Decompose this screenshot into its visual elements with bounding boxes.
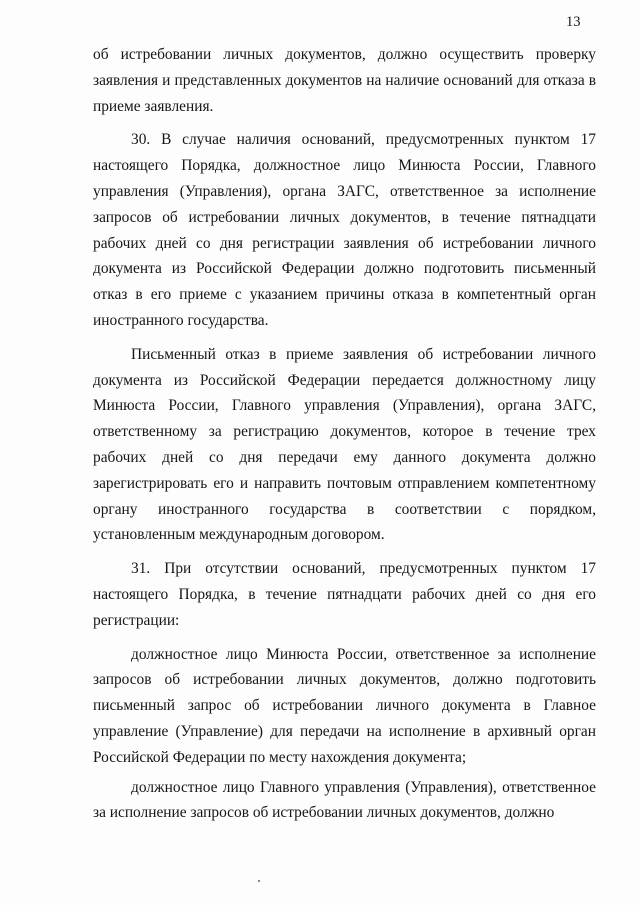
page-number: 13 xyxy=(566,14,581,30)
paragraph-continuation: об истребовании личных документов, должно осуществить проверку заявления и представленных документов на наличие оснований для отказа в приеме заявления. xyxy=(93,46,596,115)
paragraph-item-30: 30. В случае наличия оснований, предусмотренных пунктом 17 настоящего Порядка, должностное лицо Минюста России, Главного управления (Управления), органа ЗАГС, ответственное за исполнение запросов об истребовании личных документов, в течение пятнадцати рабочих дней со дня регистрации заявления об истребовании личного документа из Российской Федерации должно подготовить письменный отказ в его приеме с указанием причины отказа в компетентный орган иностранного государства. xyxy=(93,131,596,329)
scan-speck xyxy=(258,880,260,882)
paragraph-written-refusal: Письменный отказ в приеме заявления об истребовании личного документа из Российской Федерации передается должностному лицу Минюста России, Главного управления (Управления), органа ЗАГС, ответственному за регистрацию документов, которое в течение трех рабочих дней со дня передачи ему данного документа должно зарегистрировать его и направить почтовым отправлением компетентному органу иностранного государства в соответствии с порядком, установленным международным договором. xyxy=(93,345,596,544)
document-body xyxy=(93,42,596,826)
paragraph-item-31: 31. При отсутствии оснований, предусмотренных пунктом 17 настоящего Порядка, в течение пятнадцати рабочих дней со дня его регистрации: xyxy=(93,560,596,629)
paragraph-main-department-official: должностное лицо Главного управления (Управления), ответственное за исполнение запросов об истребовании личных документов, должно xyxy=(93,778,596,822)
paragraph-ministry-official: должностное лицо Минюста России, ответственное за исполнение запросов об истребовании личных документов, должно подготовить письменный запрос об истребовании личного документа в Главное управление (Управление) для передачи на исполнение в архивный орган Российской Федерации по месту нахождения документа; xyxy=(93,645,596,766)
